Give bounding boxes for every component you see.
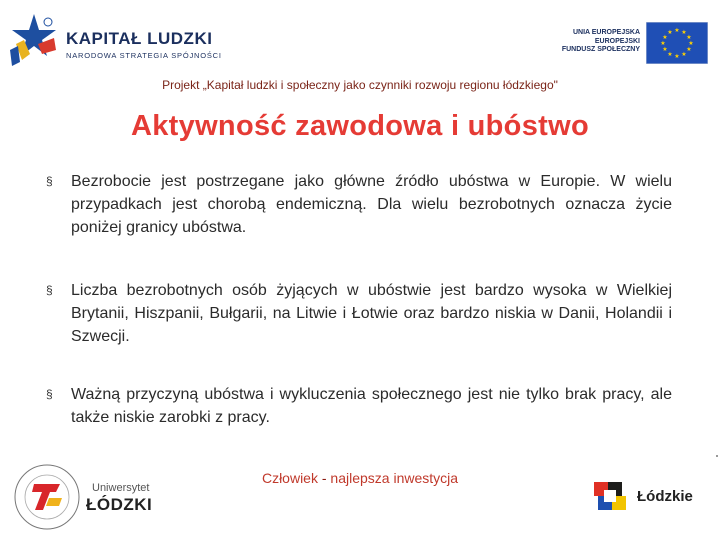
lodzkie-label: Łódzkie	[637, 488, 693, 505]
bullet-item	[46, 279, 672, 348]
page-title: Aktywność zawodowa i ubóstwo	[131, 110, 589, 142]
bullet-marker: §	[46, 174, 53, 188]
svg-text:★: ★	[662, 34, 668, 41]
svg-text:★: ★	[667, 29, 673, 36]
svg-text:★: ★	[674, 53, 680, 60]
kapital-ludzki-star-icon	[8, 10, 66, 72]
bullet-item	[46, 170, 672, 239]
eu-logo-line: FUNDUSZ SPOŁECZNY	[561, 46, 640, 53]
slogan-separator: -	[317, 470, 331, 486]
bullet-text: Ważną przyczyną ubóstwa i wykluczenia społecznego jest nie tylko brak pracy, ale także niskie zarobki z pracy.	[71, 386, 672, 426]
bullet-text: Liczba bezrobotnych osób żyjących w ubóstwie jest bardzo wysoka w Wielkiej Brytanii, Hiszpanii, Bułgarii, na Litwie i Łotwie oraz bardzo niskia w Danii, Holandii i Szwecji.	[71, 282, 672, 345]
bullet-text: Bezrobocie jest postrzegane jako główne źródło ubóstwa w Europie. W wielu przypadkach jest chorobą endemiczną. Dla wielu bezrobotnych oznacza życie poniżej granicy ubóstwa.	[71, 173, 672, 236]
svg-text:★: ★	[686, 46, 692, 53]
svg-text:★: ★	[674, 27, 680, 34]
bullet-marker: §	[46, 283, 53, 297]
university-name-line1: Uniwersytet	[92, 482, 150, 494]
kapital-ludzki-title: KAPITAŁ LUDZKI	[66, 29, 213, 48]
decorative-dot	[716, 455, 718, 457]
bullet-item	[46, 383, 672, 429]
lodzkie-logo-icon	[594, 478, 634, 518]
eu-logo-text	[540, 29, 640, 55]
svg-text:★: ★	[681, 29, 687, 36]
eu-logo-line: EUROPEJSKI	[594, 37, 640, 45]
slogan-part2: najlepsza inwestycja	[330, 470, 459, 486]
kapital-ludzki-subtitle: NARODOWA STRATEGIA SPÓJNOŚCI	[66, 51, 222, 60]
project-line: Projekt „Kapitał ludzki i społeczny jako czynniki rozwoju regionu łódzkiego"	[162, 78, 558, 92]
slogan-part1: Człowiek	[261, 470, 318, 486]
svg-text:★: ★	[660, 40, 666, 47]
svg-text:★: ★	[667, 51, 673, 58]
university-name-line2: ŁÓDZKI	[86, 495, 153, 514]
svg-text:★: ★	[681, 51, 687, 58]
svg-text:★: ★	[686, 34, 692, 41]
bullet-marker: §	[46, 387, 53, 401]
eu-logo-line: UNIA EUROPEJSKA	[572, 29, 640, 36]
svg-text:★: ★	[662, 46, 668, 53]
svg-text:★: ★	[688, 40, 694, 47]
eu-flag-icon	[646, 22, 708, 64]
